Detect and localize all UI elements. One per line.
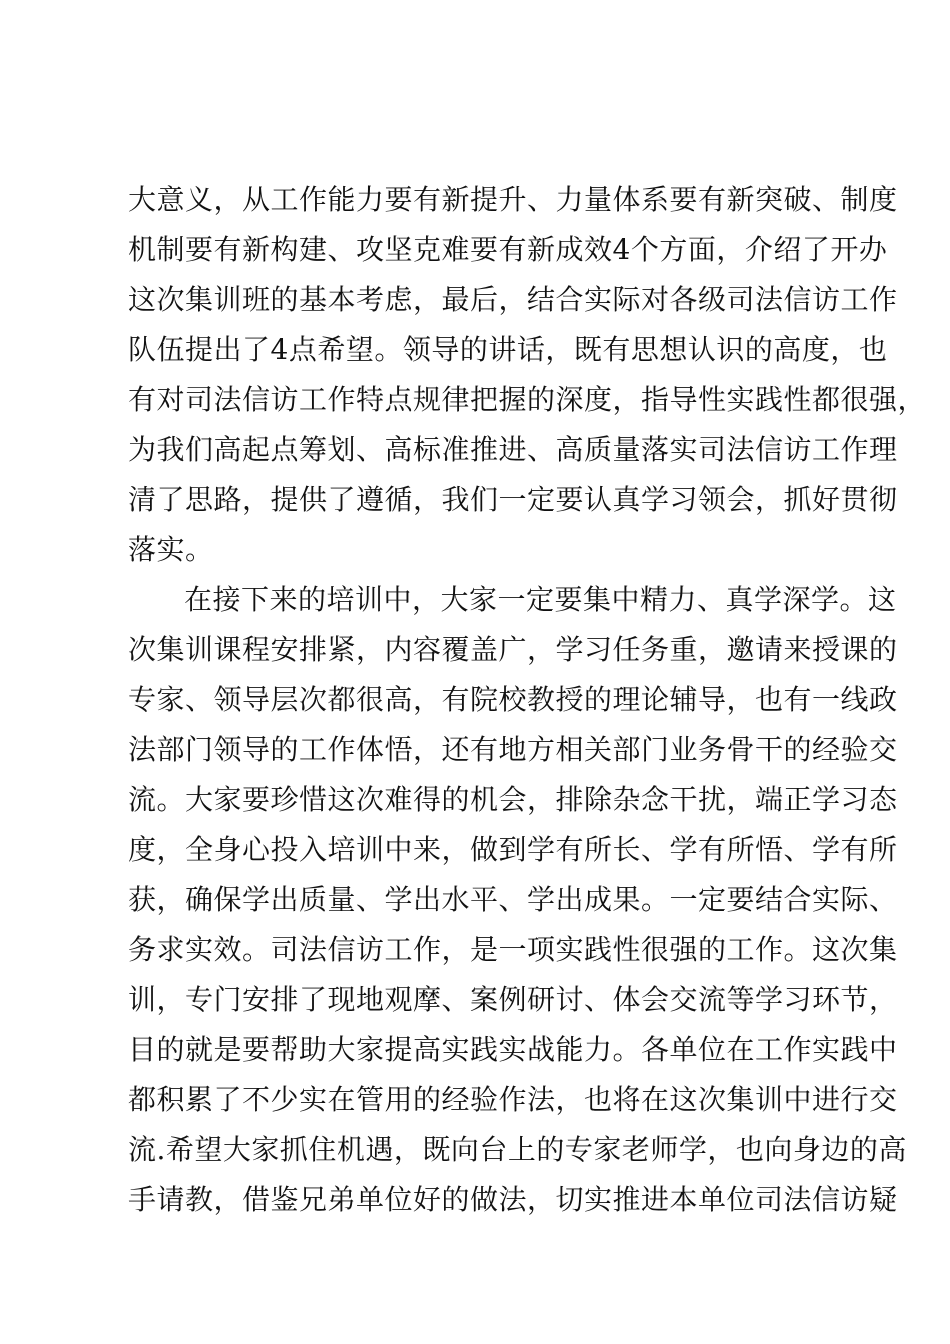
text-line: 大意义，从工作能力要有新提升、力量体系要有新突破、制度: [128, 183, 898, 216]
text-line: 流.希望大家抓住机遇，既向台上的专家老师学，也向身边的高: [128, 1133, 907, 1166]
text-line: 目的就是要帮助大家提高实践实战能力。各单位在工作实践中: [128, 1033, 898, 1066]
text-line: 次集训课程安排紧，内容覆盖广，学习任务重，邀请来授课的: [128, 633, 898, 666]
text-line: 清了思路，提供了遵循，我们一定要认真学习领会，抓好贯彻: [128, 483, 898, 516]
text-line: 为我们高起点筹划、高标准推进、高质量落实司法信访工作理: [128, 433, 898, 466]
text-line: 队伍提出了4点希望。领导的讲话，既有思想认识的高度，也: [128, 333, 888, 366]
text-line: 度，全身心投入培训中来，做到学有所长、学有所悟、学有所: [128, 833, 898, 866]
text-line: 法部门领导的工作体悟，还有地方相关部门业务骨干的经验交: [128, 733, 898, 766]
text-line: 手请教，借鉴兄弟单位好的做法，切实推进本单位司法信访疑: [128, 1183, 898, 1216]
text-line: 有对司法信访工作特点规律把握的深度，指导性实践性都很强，: [128, 383, 927, 416]
text-line: 这次集训班的基本考虑，最后，结合实际对各级司法信访工作: [128, 283, 898, 316]
text-line: 机制要有新构建、攻坚克难要有新成效4个方面，介绍了开办: [128, 233, 888, 266]
text-line: 都积累了不少实在管用的经验作法，也将在这次集训中进行交: [128, 1083, 898, 1116]
text-line: 获，确保学出质量、学出水平、学出成果。一定要结合实际、: [128, 883, 898, 916]
text-line: 训，专门安排了现地观摩、案例研讨、体会交流等学习环节，: [128, 983, 898, 1016]
text-line: 落实。: [128, 533, 214, 566]
text-line: 流。大家要珍惜这次难得的机会，排除杂念干扰，端正学习态: [128, 783, 898, 816]
text-line: 务求实效。司法信访工作，是一项实践性很强的工作。这次集: [128, 933, 898, 966]
text-line-indented: 在接下来的培训中，大家一定要集中精力、真学深学。这: [184, 583, 897, 616]
text-line: 专家、领导层次都很高，有院校教授的理论辅导，也有一线政: [128, 683, 898, 716]
